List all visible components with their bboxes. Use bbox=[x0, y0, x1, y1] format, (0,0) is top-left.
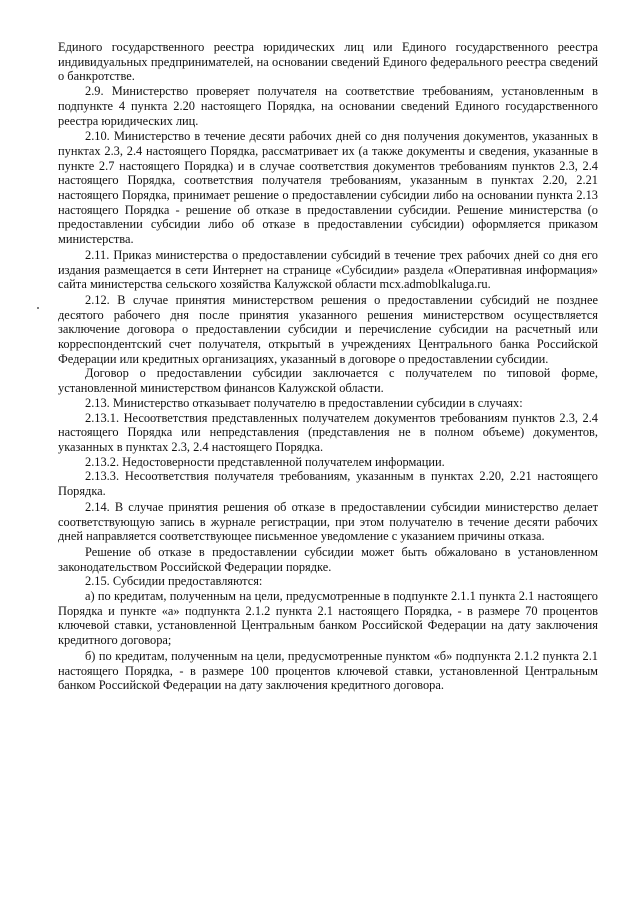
document-page bbox=[58, 40, 598, 693]
paragraph-2-10: 2.10. Министерство в течение десяти рабочих дней со дня получения документов, указанных в пунктах 2.3, 2.4 настоящего Порядка, рассматривает их (а также документы и сведения, указанные в пункте 2.7 настоящего Порядка) и в случае соответствия документов требованиям пунктов 2.3, 2.4 настоящего Порядка, соответствия получателя требованиям, указанным в пунктах 2.20, 2.21 настоящего Порядка, принимает решение о предоставлении субсидии либо на основании пункта 2.13 настоящего Порядка - решение об отказе в предоставлении субсидии. Решение министерства (о предоставлении субсидии либо об отказе в предоставлении субсидии) оформляется приказом министерства. bbox=[58, 129, 598, 247]
paragraph-2-13-1: 2.13.1. Несоответствия представленных получателем документов требованиям пунктов 2.3, 2.4 настоящего Порядка или непредставления (представления не в полном объеме) документов, указанных в пунктах 2.3, 2.4 настоящего Порядка. bbox=[58, 410, 598, 454]
paragraph-2-9: 2.9. Министерство проверяет получателя на соответствие требованиям, установленным в подпункте 4 пункта 2.20 настоящего Порядка, на основании сведений Единого государственного реестра юридических лиц. bbox=[58, 84, 598, 128]
paragraph-2-15: 2.15. Субсидии предоставляются: bbox=[85, 574, 263, 589]
paragraph-2-13-2: 2.13.2. Недостоверности представленной получателем информации. bbox=[85, 454, 445, 469]
paragraph-2-12: 2.12. В случае принятия министерством решения о предоставлении субсидий не позднее десятого рабочего дня после принятия указанного решения министерством осуществляется заключение договора о предоставлении субсидии и перечисление субсидии на расчетный или корреспондентский счет получателя, открытый в учреждениях Центрального банка Российской Федерации или кредитных организациях, указанный в договоре о предоставлении субсидии. bbox=[58, 292, 598, 366]
paragraph-2-14: 2.14. В случае принятия решения об отказе в предоставлении субсидии министерство делает соответствующую запись в журнале регистрации, при этом получателю в течение десяти рабочих дней направляется соответствующее письменное уведомление с указанием причины отказа. bbox=[58, 499, 598, 544]
paragraph-2-11: 2.11. Приказ министерства о предоставлении субсидий в течение трех рабочих дней со дня его издания размещается в сети Интернет на странице «Субсидии» раздела «Оперативная информация» сайта министерства сельского хозяйства Калужской области mcx.admoblkaluga.ru. bbox=[58, 247, 598, 292]
scan-speck bbox=[37, 307, 39, 309]
paragraph-2-15-b: б) по кредитам, полученным на цели, предусмотренные пунктом «б» подпункта 2.1.2 пункта 2.1 настоящего Порядка, - в размере 100 процентов ключевой ставки, установленной Центральным банком Российской Федерации на дату заключения кредитного договора. bbox=[58, 648, 598, 693]
paragraph-appeal: Решение об отказе в предоставлении субсидии может быть обжаловано в установленном законодательством Российской Федерации порядке. bbox=[58, 544, 598, 574]
paragraph-2-13: 2.13. Министерство отказывает получателю в предоставлении субсидии в случаях: bbox=[85, 395, 523, 410]
paragraph-2-15-a: а) по кредитам, полученным на цели, предусмотренные в подпункте 2.1.1 пункта 2.1 настоящего Порядка и пункте «а» подпункта 2.1.2 пункта 2.1 настоящего Порядка, - в размере 70 процентов ключевой ставки, установленной Центральным банком Российской Федерации на дату заключения кредитного договора; bbox=[58, 589, 598, 648]
paragraph-continuation: Единого государственного реестра юридических лиц или Единого государственного реестра индивидуальных предпринимателей, на основании сведений Единого федерального реестра сведений о банкротстве. bbox=[58, 40, 598, 84]
paragraph-contract: Договор о предоставлении субсидии заключается с получателем по типовой форме, установленной министерством финансов Калужской области. bbox=[58, 366, 598, 396]
paragraph-2-13-3: 2.13.3. Несоответствия получателя требованиям, указанным в пунктах 2.20, 2.21 настоящего Порядка. bbox=[58, 469, 598, 499]
